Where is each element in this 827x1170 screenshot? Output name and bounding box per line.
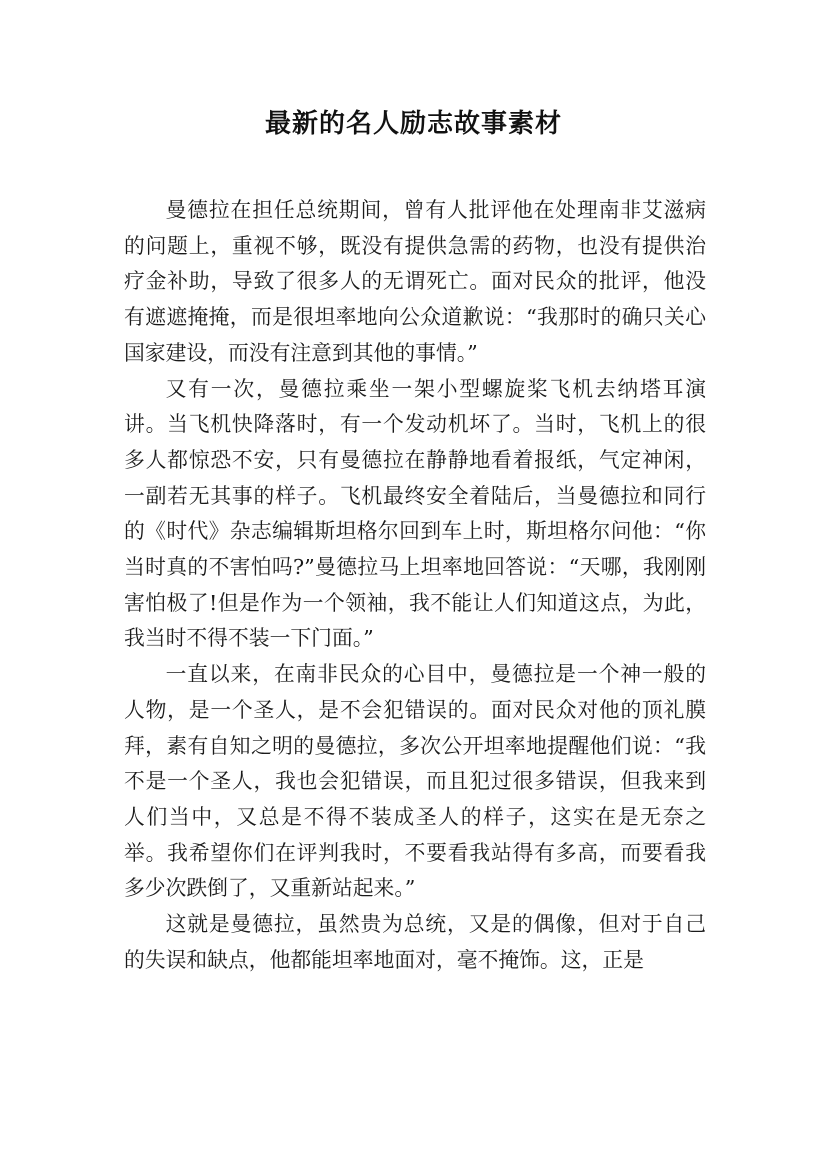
paragraph: 曼德拉在担任总统期间，曾有人批评他在处理南非艾滋病的问题上，重视不够，既没有提供急需的药物，也没有提供治疗金补助，导致了很多人的无谓死亡。面对民众的批评，他没有遮遮掩掩，而是很坦率地向公众道歉说：“我那时的确只关心国家建设，而没有注意到其他的事情。” (124, 198, 706, 365)
paragraph: 一直以来，在南非民众的心目中，曼德拉是一个神一般的人物，是一个圣人，是不会犯错误的。面对民众对他的顶礼膜拜，素有自知之明的曼德拉，多次公开坦率地提醒他们说：“我不是一个圣人，我也会犯错误，而且犯过很多错误，但我来到人们当中，又总是不得不装成圣人的样子，这实在是无奈之举。我希望你们在评判我时，不要看我站得有多高，而要看我多少次跌倒了，又重新站起来。” (124, 662, 706, 901)
paragraph: 又有一次，曼德拉乘坐一架小型螺旋桨飞机去纳塔耳演讲。当飞机快降落时，有一个发动机坏了。当时，飞机上的很多人都惊恐不安，只有曼德拉在静静地看着报纸，气定神闲，一副若无其事的样子。飞机最终安全着陆后，当曼德拉和同行的《时代》杂志编辑斯坦格尔回到车上时，斯坦格尔问他：“你当时真的不害怕吗?”曼德拉马上坦率地回答说：“天哪，我刚刚害怕极了!但是作为一个领袖，我不能让人们知道这点，为此，我当时不得不装一下门面。” (124, 376, 706, 651)
document-body (124, 193, 706, 978)
document-title: 最新的名人励志故事素材 (264, 109, 562, 139)
paragraph: 这就是曼德拉，虽然贵为总统，又是的偶像，但对于自己的失误和缺点，他都能坦率地面对，毫不掩饰。这，正是 (124, 912, 706, 972)
